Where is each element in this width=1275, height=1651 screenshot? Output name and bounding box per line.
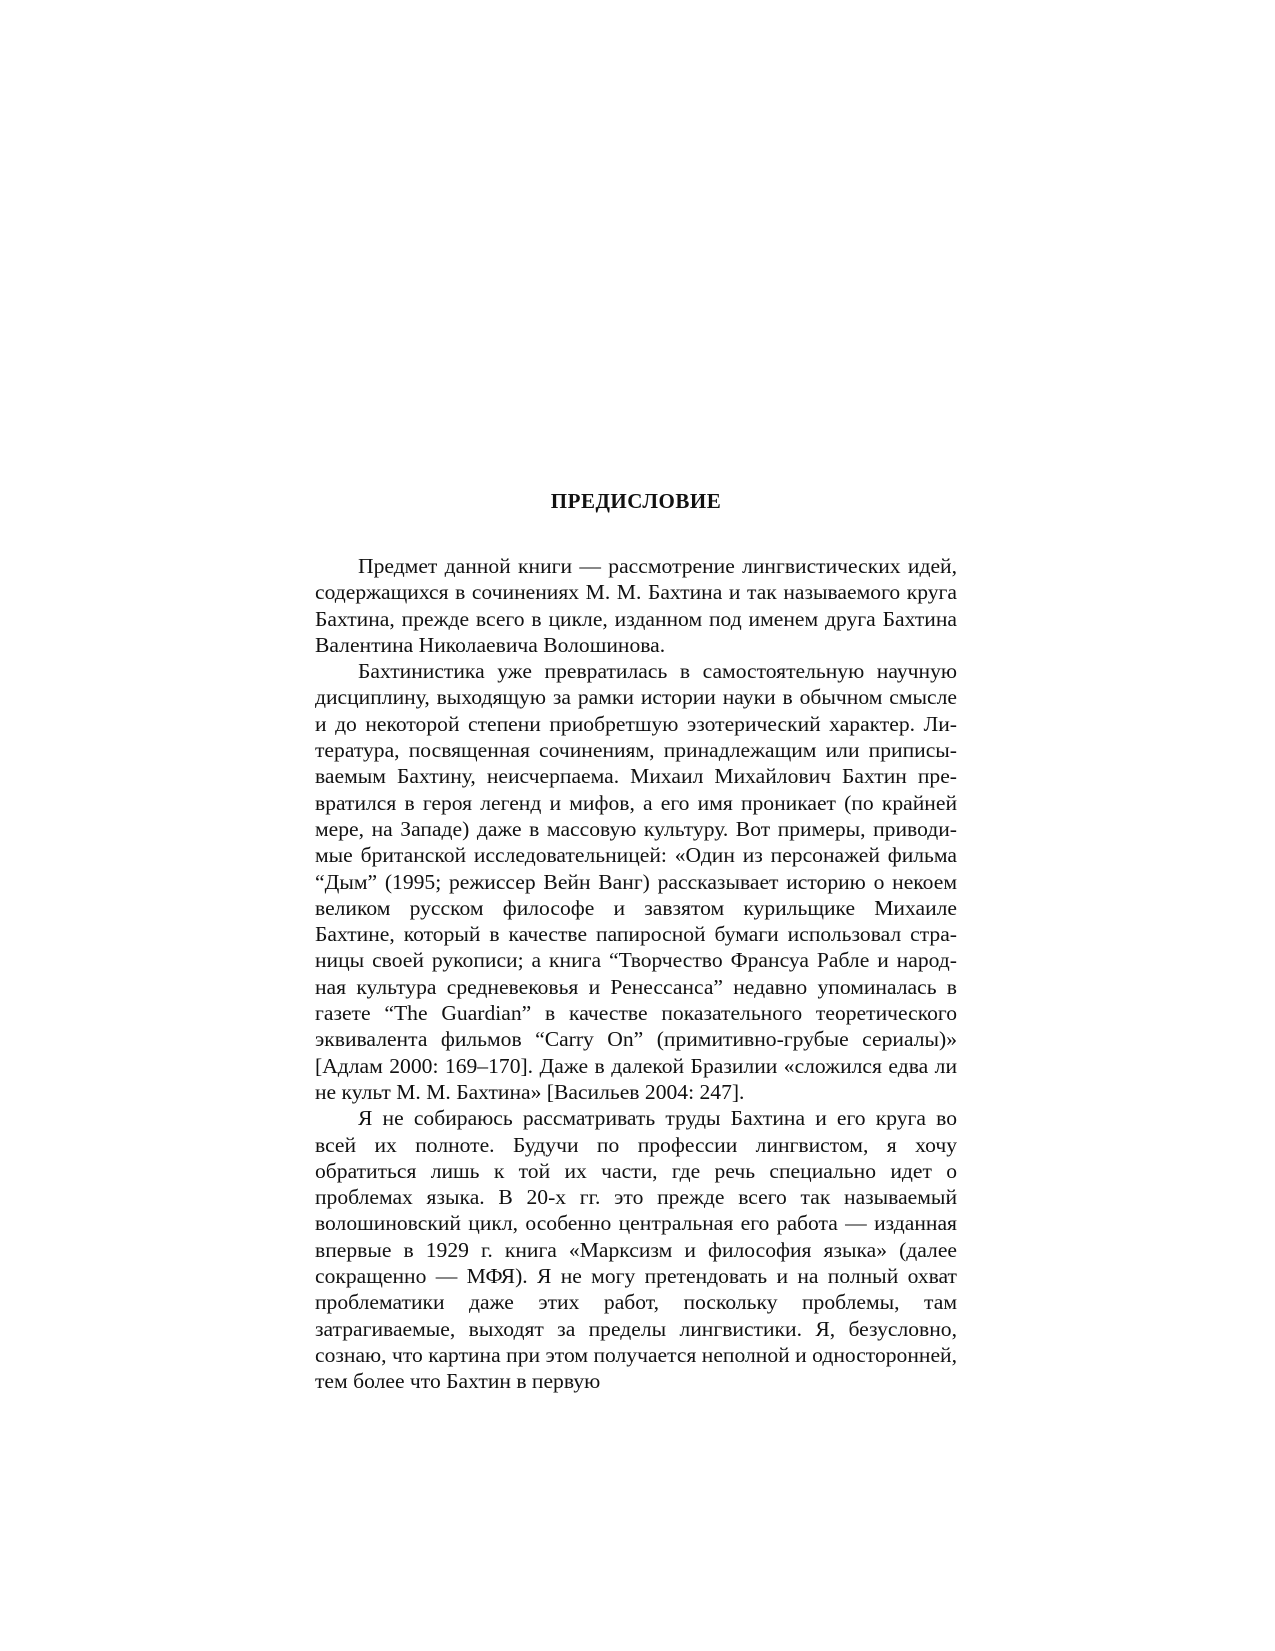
chapter-heading: ПРЕДИСЛОВИЕ <box>550 489 722 513</box>
paragraph-2: Бахтинистика уже превратилась в самостоятельную научную дисциплину, выходящую за рамки истории науки в обычном смысле и до некоторой степени приобретшую эзотерический характер. Литература, посвященная сочинениям, принадлежащим или приписываемым Бахтину, неисчерпаема. Михаил Михайлович Бахтин превратился в героя легенд и мифов, а его имя проникает (по крайней мере, на Западе) даже в массовую культуру. Вот примеры, приводимые британской исследовательницей: «Один из персонажей фильма “Дым” (1995; режиссер Вейн Ванг) рассказывает историю о некоем великом русском философе и завзятом курильщике Михаиле Бахтине, который в качестве папиросной бумаги использовал страницы своей рукописи; а книга “Творчество Франсуа Рабле и народная культура средневековья и Ренессанса” недавно упоминалась в газете “The Guardian” в качестве показательного теоретического эквивалента фильмов “Carry On” (примитивно-грубые сериалы)» [Адлам 2000: 169–170]. Даже в далекой Бразилии «сложился едва ли не культ М. М. Бахтина» [Васильев 2004: 247]. <box>315 659 957 1104</box>
paragraph-1: Предмет данной книги — рассмотрение лингвистических идей, содержащихся в сочинениях М. М. Бахтина и так называемого круга Бахтина, прежде всего в цикле, изданном под именем друга Бахтина Валентина Николаевича Волошинова. <box>315 554 957 657</box>
text-block <box>315 487 957 1395</box>
paragraph-3: Я не собираюсь рассматривать труды Бахтина и его круга во всей их полноте. Будучи по профессии лингвистом, я хочу обратиться лишь к той их части, где речь специально идет о проблемах языка. В 20-х гг. это прежде всего так называемый волошиновский цикл, особенно центральная его работа — изданная впервые в 1929 г. книга «Марксизм и философия языка» (далее сокращенно — МФЯ). Я не могу претендовать и на полный охват проблематики даже этих работ, поскольку проблемы, там затрагиваемые, выходят за пределы лингвистики. Я, безусловно, сознаю, что картина при этом получается неполной и односторонней, тем более что Бахтин в первую <box>315 1106 957 1394</box>
